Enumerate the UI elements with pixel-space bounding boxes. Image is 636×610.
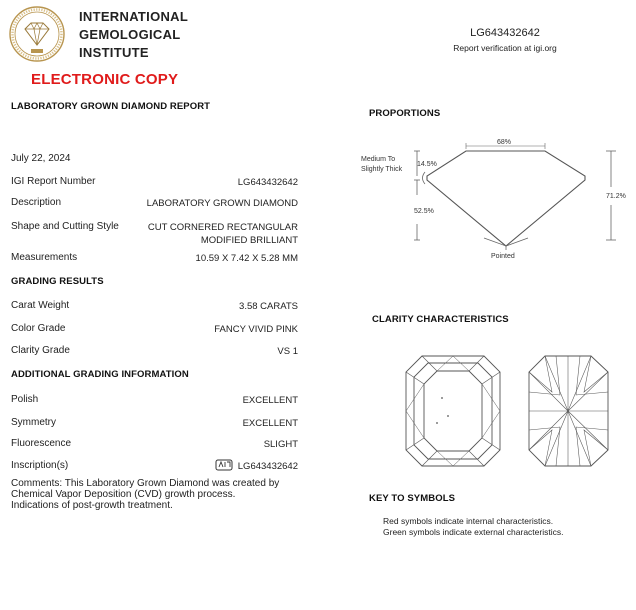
pavilion-view-diagram bbox=[529, 356, 608, 466]
description-label: Description bbox=[11, 197, 62, 208]
additional-grading-heading: ADDITIONAL GRADING INFORMATION bbox=[11, 369, 189, 380]
diamond-profile-outline bbox=[427, 151, 585, 246]
crown-view-diagram bbox=[406, 356, 500, 466]
key-to-symbols-heading: KEY TO SYMBOLS bbox=[369, 493, 456, 504]
color-grade-value: FANCY VIVID PINK bbox=[214, 324, 298, 335]
culet-label: Pointed bbox=[491, 253, 515, 260]
shape-style-label: Shape and Cutting Style bbox=[11, 221, 119, 232]
inclusion-mark bbox=[441, 397, 443, 399]
symmetry-value: EXCELLENT bbox=[242, 418, 298, 429]
clarity-grade-label: Clarity Grade bbox=[11, 345, 70, 356]
pavilion-percent: 52.5% bbox=[414, 208, 434, 215]
comments-text: Comments: This Laboratory Grown Diamond was created by Chemical Vapor Deposition (CVD) growth process. bbox=[11, 478, 280, 500]
crown-percent: 14.5% bbox=[417, 161, 437, 168]
shape-style-value: CUT CORNERED RECTANGULAR bbox=[147, 222, 298, 233]
girdle-label-line1: Medium To bbox=[361, 156, 396, 163]
electronic-copy-label: ELECTRONIC COPY bbox=[31, 71, 179, 88]
girdle-bracket bbox=[423, 172, 426, 184]
report-title: LABORATORY GROWN DIAMOND REPORT bbox=[11, 101, 211, 112]
treatment-note: Indications of post-growth treatment. bbox=[11, 500, 173, 511]
report-number-header: LG643432642 bbox=[470, 27, 540, 39]
symmetry-label: Symmetry bbox=[11, 417, 56, 428]
measurements-label: Measurements bbox=[11, 252, 78, 263]
org-name-line-3: INSTITUTE bbox=[79, 45, 149, 60]
total-depth-percent: 71.2% bbox=[606, 193, 626, 200]
proportions-diagram bbox=[355, 130, 630, 265]
culet-marker bbox=[484, 238, 528, 246]
key-red-symbols-note: Red symbols indicate internal characteristics. bbox=[383, 516, 554, 526]
verification-note: Report verification at igi.org bbox=[453, 43, 557, 53]
igi-seal-logo bbox=[4, 5, 70, 63]
clarity-characteristics-heading: CLARITY CHARACTERISTICS bbox=[372, 314, 509, 325]
fluorescence-value: SLIGHT bbox=[263, 439, 298, 450]
shape-style-value-line2: MODIFIED BRILLIANT bbox=[200, 235, 298, 246]
carat-weight-value: 3.58 CARATS bbox=[239, 301, 298, 312]
comments-block bbox=[11, 478, 311, 511]
proportions-heading: PROPORTIONS bbox=[369, 108, 441, 119]
org-name-line-2: GEMOLOGICAL bbox=[79, 27, 181, 42]
inscription-value: LG643432642 bbox=[237, 461, 298, 472]
polish-label: Polish bbox=[11, 394, 39, 405]
igi-inscription-logo-icon bbox=[215, 459, 233, 471]
inclusion-mark bbox=[447, 415, 449, 417]
inscription-label: Inscription(s) bbox=[11, 460, 69, 471]
color-grade-label: Color Grade bbox=[11, 323, 66, 334]
girdle-label-line2: Slightly Thick bbox=[361, 166, 403, 173]
report-number-label: IGI Report Number bbox=[11, 176, 96, 187]
grading-results-heading: GRADING RESULTS bbox=[11, 276, 104, 287]
inclusion-mark bbox=[436, 422, 438, 424]
key-green-symbols-note: Green symbols indicate external characteristics. bbox=[383, 527, 564, 537]
measurements-value: 10.59 X 7.42 X 5.28 MM bbox=[195, 253, 298, 264]
clarity-grade-value: VS 1 bbox=[277, 346, 298, 357]
org-name-line-1: INTERNATIONAL bbox=[79, 9, 189, 24]
polish-value: EXCELLENT bbox=[242, 395, 298, 406]
description-value: LABORATORY GROWN DIAMOND bbox=[146, 198, 298, 209]
report-date: July 22, 2024 bbox=[11, 153, 71, 164]
table-percent: 68% bbox=[497, 139, 512, 146]
clarity-plot-diagrams bbox=[400, 352, 620, 472]
carat-weight-label: Carat Weight bbox=[11, 300, 70, 311]
fluorescence-label: Fluorescence bbox=[11, 438, 72, 449]
report-number-value: LG643432642 bbox=[237, 177, 298, 188]
